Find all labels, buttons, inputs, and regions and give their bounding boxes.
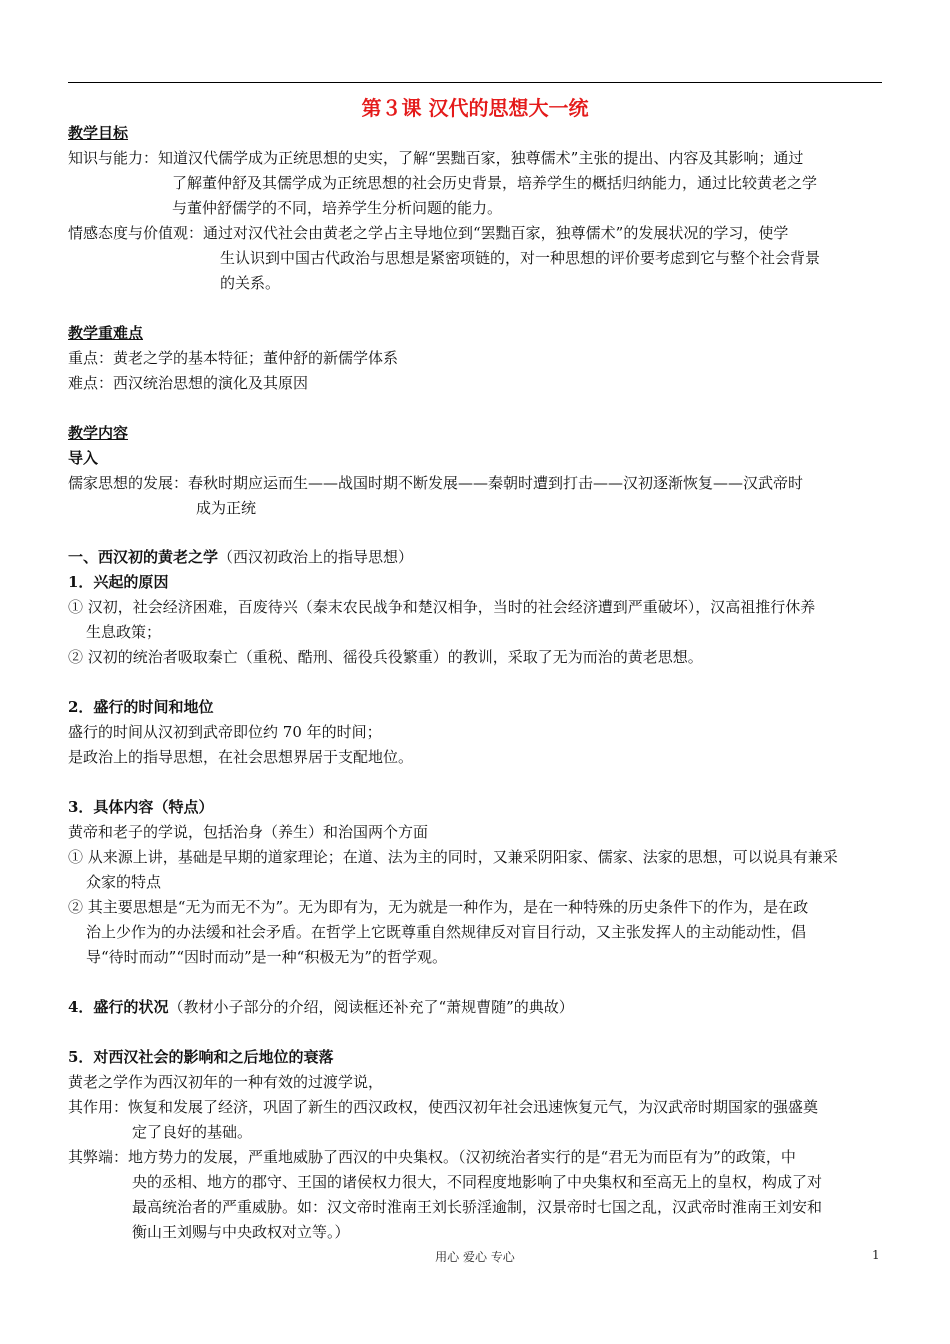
goals-knowledge-line-1: 知识与能力：知道汉代儒学成为正统思想的史实，了解“罢黜百家，独尊儒术”主张的提出、内容及其影响；通过 bbox=[68, 149, 804, 167]
point-5-drawback-line-1: 其弊端：地方势力的发展，严重地威胁了西汉的中央集权。（汉初统治者实行的是“君无为而臣有为”的政策，中 bbox=[68, 1148, 796, 1166]
point-4-title: 4．盛行的状况 bbox=[68, 998, 169, 1016]
point-5-drawback-line-3: 最高统治者的严重威胁。如：汉文帝时淮南王刘长骄淫逾制，汉景帝时七国之乱，汉武帝时淮南王刘安和 bbox=[132, 1198, 823, 1216]
key-focus: 重点：黄老之学的基本特征；董仲舒的新儒学体系 bbox=[68, 349, 399, 367]
key-heading: 教学重难点 bbox=[68, 324, 144, 342]
point-2-heading: 2．盛行的时间和地位 bbox=[68, 698, 214, 716]
point-1-item-b: ② 汉初的统治者吸取秦亡（重税、酷刑、徭役兵役繁重）的教训，采取了无为而治的黄老思想。 bbox=[68, 648, 703, 666]
point-3-item-a-line-1: ① 从来源上讲，基础是早期的道家理论；在道、法为主的同时，又兼采阴阳家、儒家、法家的思想，可以说具有兼采 bbox=[68, 848, 838, 866]
goals-heading: 教学目标 bbox=[68, 124, 129, 142]
intro-line-1: 儒家思想的发展：春秋时期应运而生——战国时期不断发展——秦朝时遭到打击——汉初逐渐恢复——汉武帝时 bbox=[68, 474, 804, 492]
point-1-heading: 1．兴起的原因 bbox=[68, 573, 169, 591]
point-5-effect-line-1: 其作用：恢复和发展了经济，巩固了新生的西汉政权，使西汉初年社会迅速恢复元气，为汉武帝时期国家的强盛奠 bbox=[68, 1098, 819, 1116]
page-number: 1 bbox=[872, 1248, 880, 1262]
point-5-line-1: 黄老之学作为西汉初年的一种有效的过渡学说， bbox=[68, 1073, 384, 1091]
point-4-heading bbox=[68, 996, 574, 1018]
section-1-note: （西汉初政治上的指导思想） bbox=[218, 548, 414, 566]
point-1-item-a-line-2: 生息政策； bbox=[86, 623, 162, 641]
key-difficulty: 难点：西汉统治思想的演化及其原因 bbox=[68, 374, 309, 392]
point-3-item-b-line-3: 导“待时而动”“因时而动”是一种“积极无为”的哲学观。 bbox=[86, 948, 448, 966]
intro-line-2: 成为正统 bbox=[196, 499, 257, 517]
lesson-title: 第３课 汉代的思想大一统 bbox=[361, 96, 589, 120]
goals-emotion-line-3: 的关系。 bbox=[220, 274, 281, 292]
point-1-item-a-line-1: ① 汉初，社会经济困难，百废待兴（秦末农民战争和楚汉相争，当时的社会经济遭到严重破坏），汉高祖推行休养 bbox=[68, 598, 816, 616]
point-3-item-b-line-1: ② 其主要思想是“无为而无不为”。无为即有为，无为就是一种作为，是在一种特殊的历史条件下的作为，是在政 bbox=[68, 898, 809, 916]
intro-heading: 导入 bbox=[68, 449, 99, 467]
point-3-line-1: 黄帝和老子的学说，包括治身（养生）和治国两个方面 bbox=[68, 823, 429, 841]
point-3-item-a-line-2: 众家的特点 bbox=[86, 873, 162, 891]
goals-knowledge-line-2: 了解董仲舒及其儒学成为正统思想的社会历史背景，培养学生的概括归纳能力，通过比较黄老之学 bbox=[172, 174, 818, 192]
goals-emotion-line-2: 生认识到中国古代政治与思想是紧密项链的，对一种思想的评价要考虑到它与整个社会背景 bbox=[220, 249, 821, 267]
header-rule bbox=[68, 82, 882, 83]
content-heading: 教学内容 bbox=[68, 424, 129, 442]
point-5-drawback-line-4: 衡山王刘赐与中央政权对立等。） bbox=[132, 1223, 350, 1241]
section-1-title: 一、西汉初的黄老之学 bbox=[68, 548, 219, 566]
point-2-line-1: 盛行的时间从汉初到武帝即位约 70 年的时间； bbox=[68, 723, 382, 741]
point-3-heading: 3．具体内容（特点） bbox=[68, 798, 214, 816]
point-3-item-b-line-2: 治上少作为的办法缓和社会矛盾。在哲学上它既尊重自然规律反对盲目行动，又主张发挥人的主动能动性，倡 bbox=[86, 923, 807, 941]
goals-emotion-line-1: 情感态度与价值观：通过对汉代社会由黄老之学占主导地位到“罢黜百家，独尊儒术”的发展状况的学习，使学 bbox=[68, 224, 789, 242]
goals-knowledge-line-3: 与董仲舒儒学的不同，培养学生分析问题的能力。 bbox=[172, 199, 503, 217]
section-1-heading bbox=[68, 546, 413, 568]
point-2-line-2: 是政治上的指导思想，在社会思想界居于支配地位。 bbox=[68, 748, 414, 766]
footer-motto: 用心 爱心 专心 bbox=[435, 1250, 515, 1264]
point-5-heading: 5．对西汉社会的影响和之后地位的衰落 bbox=[68, 1048, 334, 1066]
point-5-drawback-line-2: 央的丞相、地方的郡守、王国的诸侯权力很大，不同程度地影响了中央集权和至高无上的皇权，构成了对 bbox=[132, 1173, 823, 1191]
point-4-note: （教材小子部分的介绍，阅读框还补充了“萧规曹随”的典故） bbox=[168, 998, 574, 1016]
point-5-effect-line-2: 定了良好的基础。 bbox=[132, 1123, 253, 1141]
